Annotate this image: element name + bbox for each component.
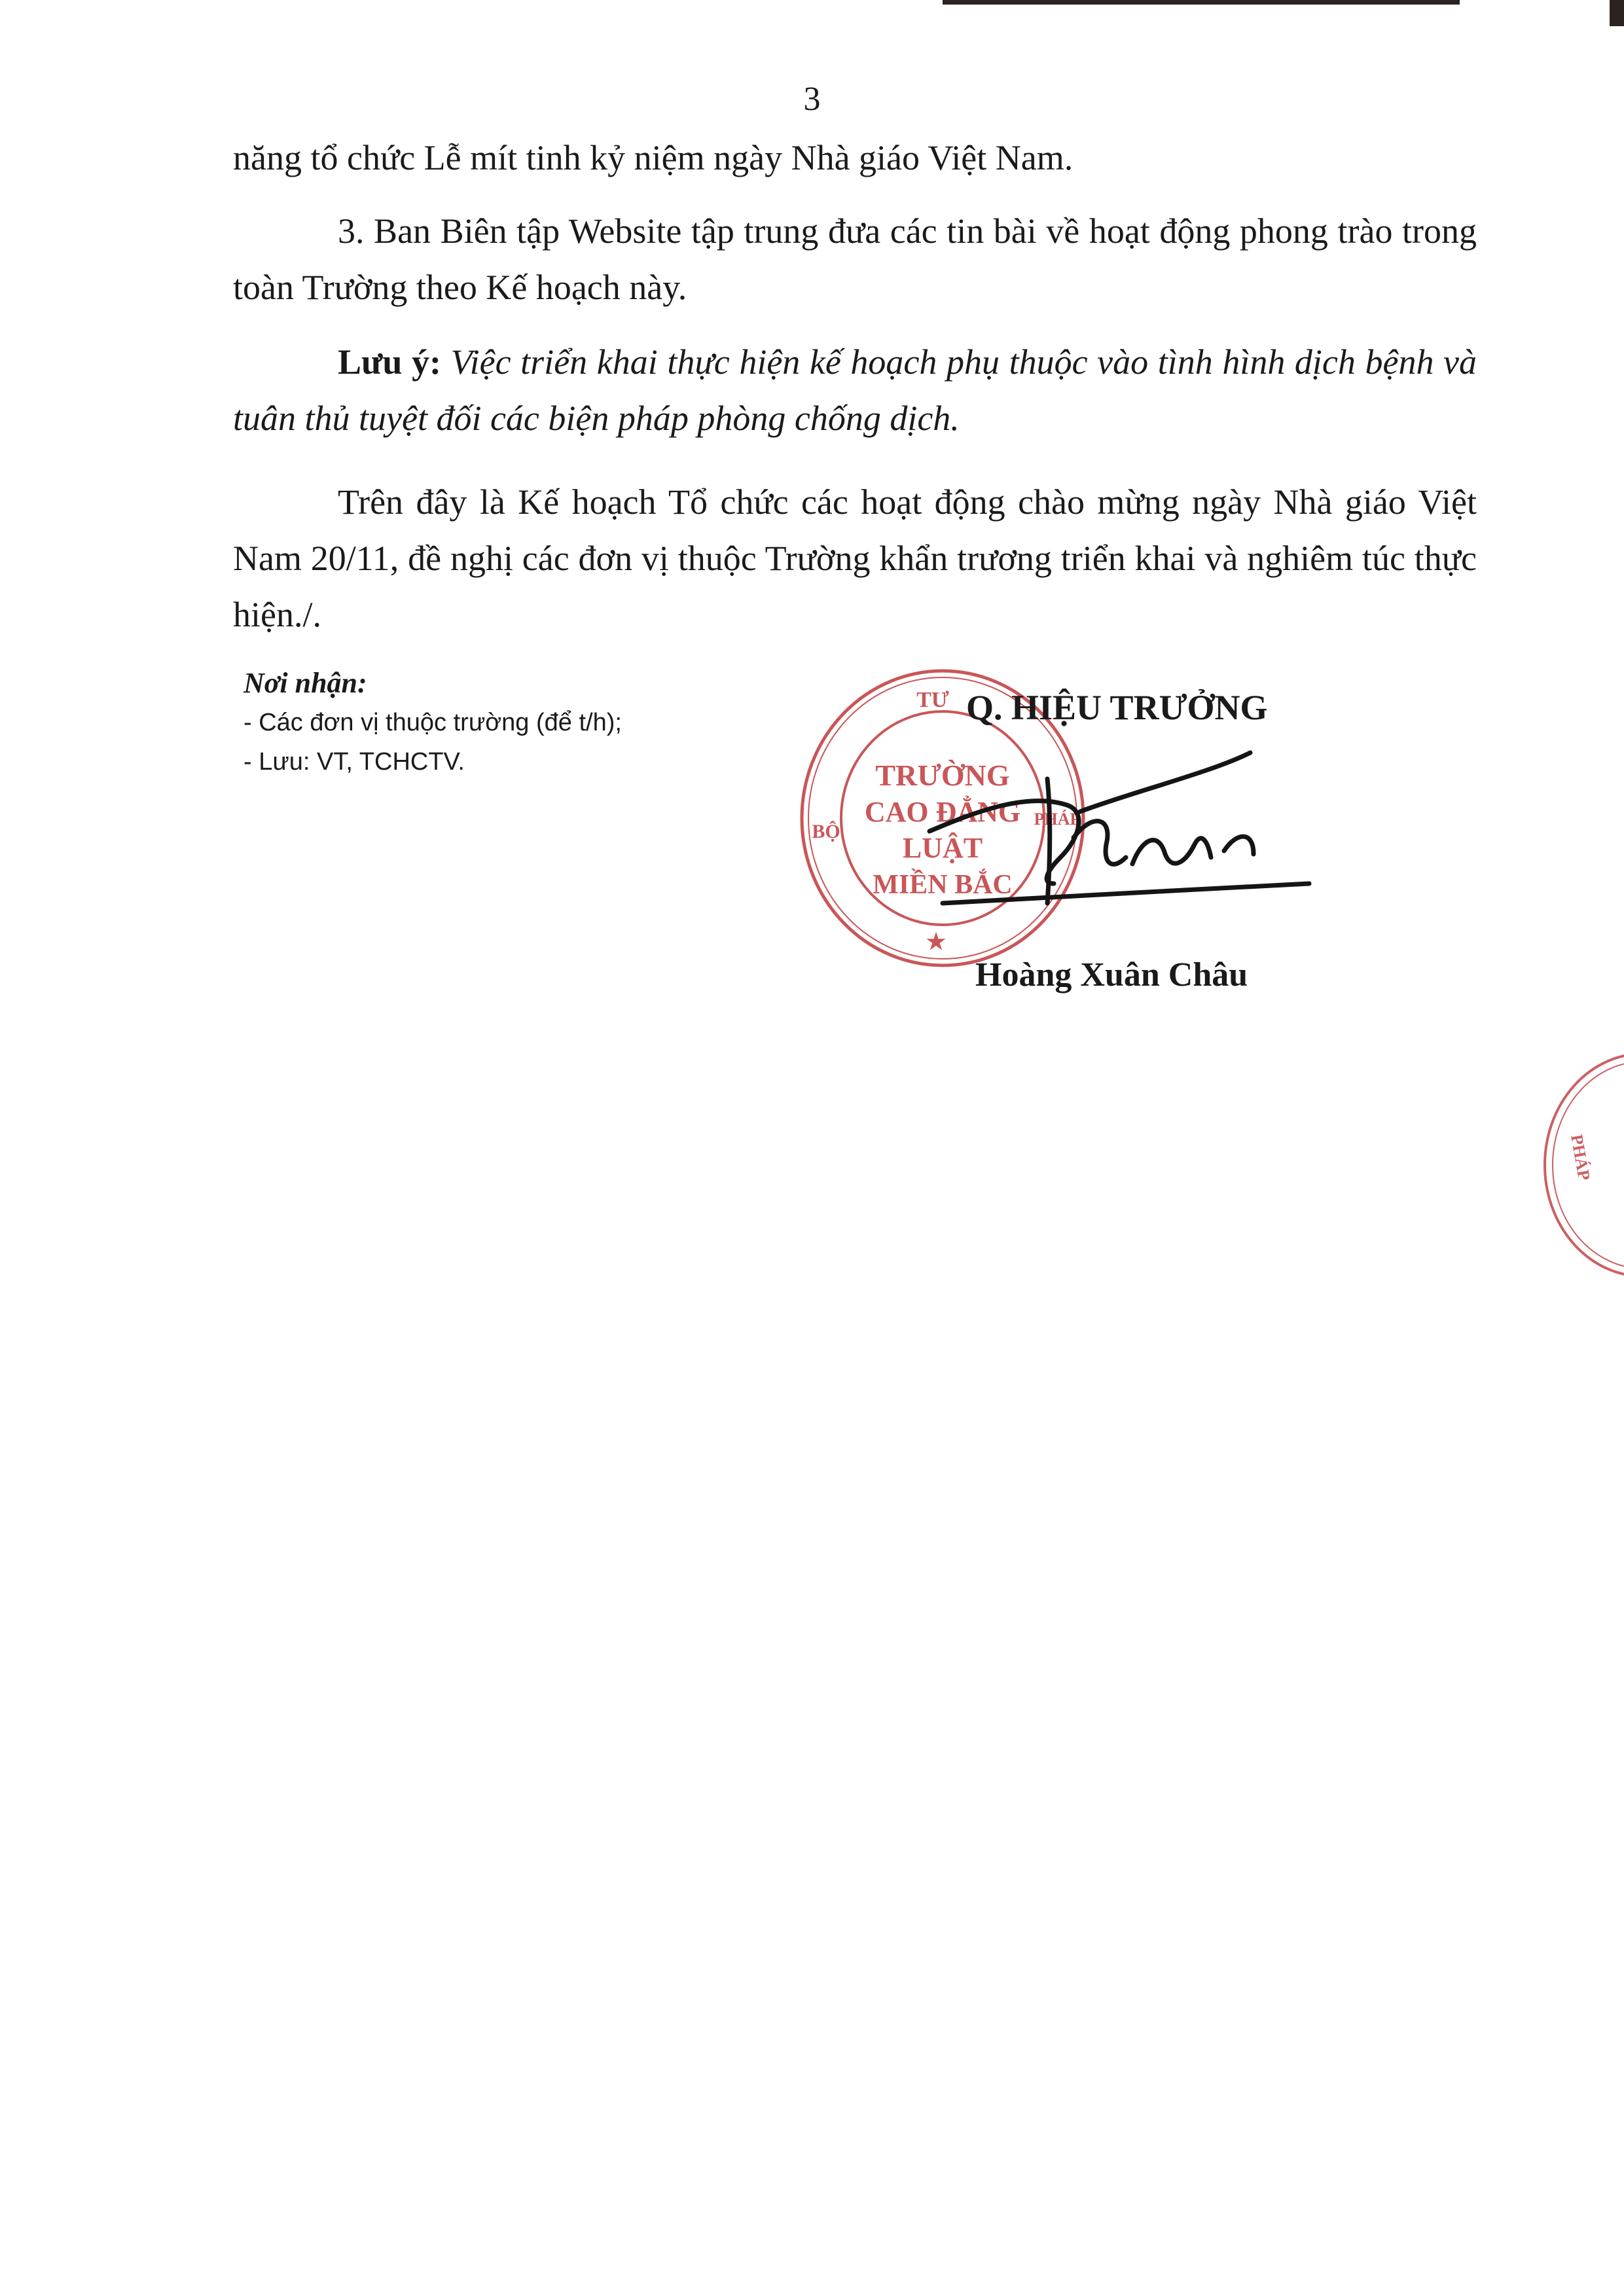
note-body: Việc triển khai thực hiện kế hoạch phụ thuộc vào tình hình dịch bệnh và tuân thủ tuyệt đối các biện pháp phòng chống dịch. bbox=[233, 342, 1477, 438]
note-label: Lưu ý: bbox=[338, 342, 442, 382]
scan-edge-top bbox=[943, 0, 1460, 5]
edge-seal-text: PHÁP bbox=[1567, 1133, 1594, 1182]
seal-ring-left: BỘ bbox=[812, 821, 840, 842]
page-number: 3 bbox=[803, 81, 821, 118]
paragraph-2: 3. Ban Biên tập Website tập trung đưa các tin bài về hoạt động phong trào trong toàn Trường theo Kế hoạch này. bbox=[233, 211, 1477, 307]
seal-ring-right: PHÁP bbox=[1034, 810, 1081, 829]
seal-line-4: MIỀN BẮC bbox=[873, 870, 1013, 900]
paragraph-closing: Trên đây là Kế hoạch Tổ chức các hoạt động chào mừng ngày Nhà giáo Việt Nam 20/11, đề nghị các đơn vị thuộc Trường khẩn trương triển khai và nghiêm túc thực hiện./. bbox=[233, 482, 1477, 634]
paragraph-1: năng tổ chức Lễ mít tinh kỷ niệm ngày Nhà giáo Việt Nam. bbox=[233, 138, 1074, 177]
recipients-block bbox=[244, 664, 833, 781]
signer-title: Q. HIỆU TRƯỞNG bbox=[966, 688, 1268, 727]
recipient-item: - Các đơn vị thuộc trường (để t/h); bbox=[244, 709, 622, 736]
partial-seal-edge bbox=[1525, 1047, 1624, 1283]
recipients-title: Nơi nhận: bbox=[244, 667, 367, 699]
seal-line-3: LUẬT bbox=[902, 832, 983, 864]
seal-ring-top: TƯ bbox=[916, 688, 949, 712]
seal-star: ★ bbox=[926, 930, 947, 954]
paragraph-note bbox=[233, 334, 1477, 446]
seal-line-2: CAO ĐẲNG bbox=[864, 796, 1021, 828]
signer-name: Hoàng Xuân Châu bbox=[975, 956, 1248, 994]
scan-edge-corner bbox=[1610, 0, 1624, 26]
recipient-item: - Lưu: VT, TCHCTV. bbox=[244, 748, 465, 776]
handwritten-signature bbox=[916, 733, 1362, 929]
seal-line-1: TRƯỜNG bbox=[875, 759, 1010, 792]
